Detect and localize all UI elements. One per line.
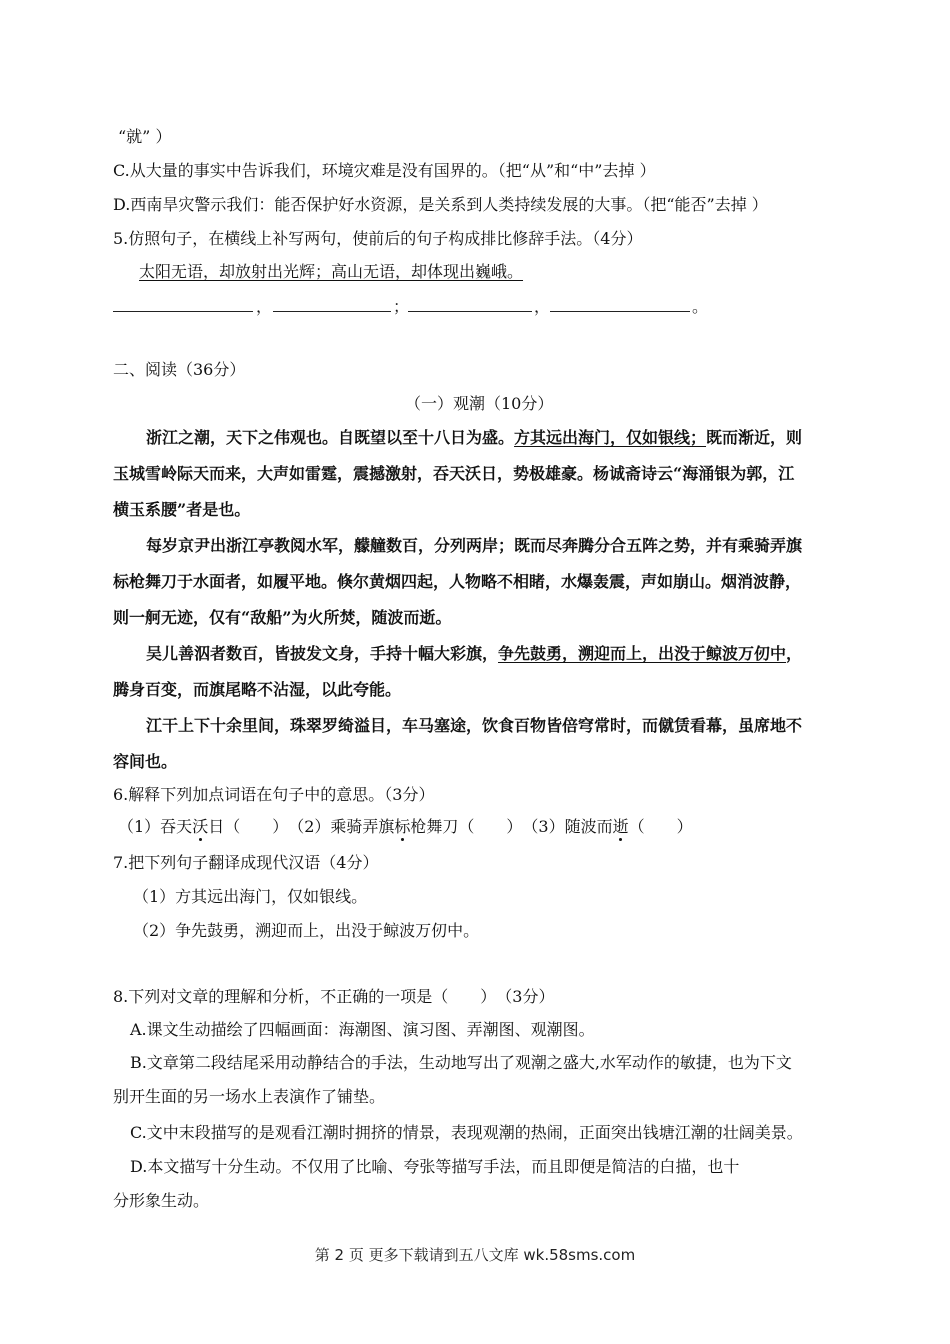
underlined-sentence: 争先鼓勇，溯迎而上，出没于鲸波万仞中	[498, 644, 787, 663]
question-8-option-d-line-2: 分形象生动。	[113, 1191, 210, 1210]
dotted-word: 逝	[612, 817, 629, 836]
question-7: 7.把下列句子翻译成现代汉语（4分）	[113, 853, 379, 872]
question-8-option-a: A.课文生动描绘了四幅画面：海潮图、演习图、弄潮图、观潮图。	[130, 1020, 595, 1039]
paragraph-4-line-2: 容间也。	[113, 752, 178, 771]
question-8-option-b-line-2: 别开生面的另一场水上表演作了铺垫。	[113, 1087, 386, 1106]
text-span: 浙江之潮，天下之伟观也。自既望以至十八日为盛。	[146, 428, 515, 447]
answer-blank-3[interactable]	[408, 311, 532, 312]
question-6: 6.解释下列加点词语在句子中的意思。（3分）	[113, 785, 435, 804]
blank-semicolon: ；	[393, 297, 410, 316]
question-7-item-1: （1）方其远出海门，仅如银线。	[133, 887, 368, 906]
paragraph-2-line-2: 标枪舞刀于水面者，如履平地。倏尔黄烟四起，人物略不相睹，水爆轰震，声如崩山。烟消波静，	[113, 572, 802, 591]
blank-period: 。	[692, 297, 709, 316]
blank-comma-2: ，	[534, 297, 551, 316]
paragraph-1-line-3: 横玉系腰”者是也。	[113, 500, 251, 519]
paragraph-1-line-2: 玉城雪岭际天而来，大声如雷霆，震撼激射，吞天沃日，势极雄豪。杨诚斋诗云“海涌银为郭，江	[113, 464, 795, 483]
article-title: （一）观潮（10分）	[405, 394, 554, 413]
text-span: （ ）	[628, 817, 693, 836]
question-8-option-c: C.文中末段描写的是观看江潮时拥挤的情景，表现观潮的热闹，正面突出钱塘江潮的壮阔美景。	[130, 1123, 803, 1142]
paragraph-3-line-1	[146, 643, 802, 665]
text-span: 既而渐近，则	[706, 428, 803, 447]
paragraph-4-line-1: 江干上下十余里间，珠翠罗绮溢目，车马塞途，饮食百物皆倍穹常时，而僦赁看幕，虽席地不	[146, 716, 803, 735]
page-footer: 第 2 页 更多下载请到五八文库 wk.58sms.com	[314, 1246, 636, 1264]
paragraph-1-line-1	[146, 427, 802, 449]
text-span: 枪舞刀（ ） （3）随波而	[410, 817, 613, 836]
question-7-item-2: （2）争先鼓勇，溯迎而上，出没于鲸波万仞中。	[133, 921, 480, 940]
answer-blank-4[interactable]	[550, 311, 690, 312]
option-c: C.从大量的事实中告诉我们，环境灾难是没有国界的。（把“从”和“中”去掉 ）	[113, 161, 656, 180]
paragraph-3-line-2: 腾身百变，而旗尾略不沾湿，以此夸能。	[113, 680, 402, 699]
question-8-option-b-line-1: B.文章第二段结尾采用动静结合的手法，生动地写出了观潮之盛大,水军动作的敏捷，也为下文	[130, 1053, 792, 1072]
text-span: （1）吞天	[118, 817, 193, 836]
underlined-sentence: 方其远出海门，仅如银线；	[514, 428, 707, 447]
blank-comma-1: ，	[256, 297, 273, 316]
paragraph-2-line-1: 每岁京尹出浙江亭教阅水军，艨艟数百，分列两岸；既而尽奔腾分合五阵之势，并有乘骑弄旗	[146, 536, 803, 555]
text-span: ，	[786, 644, 803, 663]
question-5: 5.仿照句子，在横线上补写两句，使前后的句子构成排比修辞手法。（4分）	[113, 229, 643, 248]
option-b-tail: “就” ）	[118, 127, 172, 146]
text-span: 日（ ） （2）乘骑弄旗	[208, 817, 395, 836]
option-d: D.西南旱灾警示我们：能否保护好水资源，是关系到人类持续发展的大事。（把“能否”去掉 ）	[113, 195, 768, 214]
answer-blank-1[interactable]	[113, 311, 253, 312]
text-span: 吴儿善泅者数百，皆披发文身，手持十幅大彩旗，	[146, 644, 499, 663]
example-sentence: 太阳无语，却放射出光辉；高山无语，却体现出巍峨。	[139, 262, 524, 281]
section-heading-reading: 二、阅读（36分）	[113, 360, 246, 379]
dotted-word: 标	[394, 817, 411, 836]
question-6-items	[118, 816, 693, 838]
answer-blank-2[interactable]	[273, 311, 391, 312]
dotted-word: 沃	[192, 817, 209, 836]
question-8: 8.下列对文章的理解和分析，不正确的一项是（ ） （3分）	[113, 987, 555, 1006]
question-8-option-d-line-1: D.本文描写十分生动。不仅用了比喻、夸张等描写手法，而且即便是简洁的白描，也十	[130, 1157, 740, 1176]
paragraph-2-line-3: 则一舸无迹，仅有“敌船”为火所焚，随波而逝。	[113, 608, 452, 627]
